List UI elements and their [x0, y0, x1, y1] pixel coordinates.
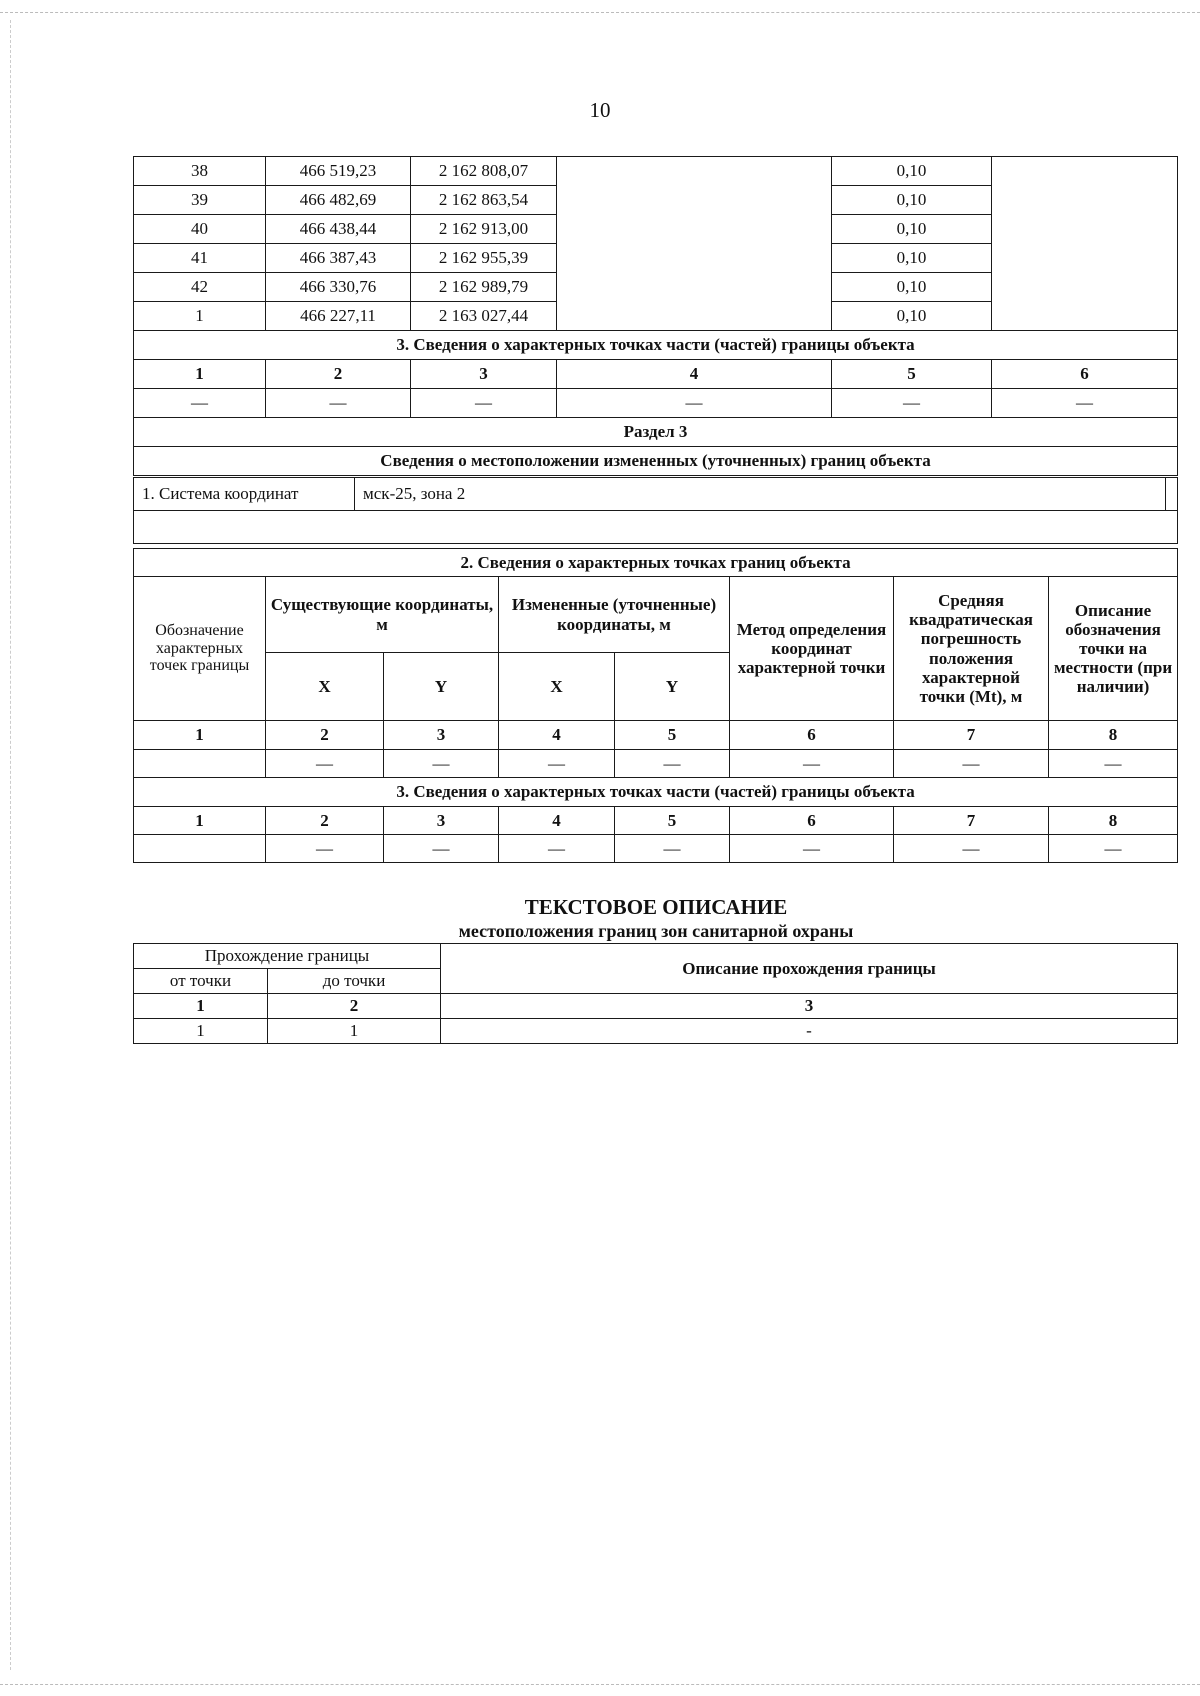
col-number: 1	[134, 721, 266, 750]
mean-error-cell: 0,10	[832, 302, 992, 331]
header-boundary-passage: Прохождение границы	[134, 944, 441, 969]
column-numbers-row	[134, 807, 1178, 835]
col-number: 7	[894, 721, 1049, 750]
x-coordinate-cell: 466 482,69	[266, 186, 411, 215]
dash-cell: —	[832, 389, 992, 418]
table-row	[134, 1019, 1178, 1044]
section-title: Раздел 3	[134, 418, 1178, 447]
x-coordinate-cell: 466 438,44	[266, 215, 411, 244]
col-number: 3	[384, 807, 499, 835]
col-number: 8	[1049, 807, 1178, 835]
text-description-subtitle: местоположения границ зон санитарной охраны	[458, 921, 854, 941]
page-number: 10	[589, 98, 611, 122]
part-points-heading: 3. Сведения о характерных точках части (частей) границы объекта	[134, 778, 1178, 807]
mean-error-cell: 0,10	[832, 186, 992, 215]
mean-error-cell: 0,10	[832, 244, 992, 273]
y-coordinate-cell: 2 162 808,07	[411, 157, 557, 186]
dash-cell: —	[615, 750, 730, 778]
coordinate-system-value: мск-25, зона 2	[355, 478, 1166, 511]
header-x: X	[499, 653, 615, 721]
dash-cell: —	[266, 750, 384, 778]
col-number: 2	[266, 360, 411, 389]
col-number: 5	[615, 807, 730, 835]
column-numbers-row	[134, 360, 1178, 389]
dash-cell	[134, 750, 266, 778]
mean-error-cell: 0,10	[832, 273, 992, 302]
dash-cell: —	[266, 389, 411, 418]
y-coordinate-cell: 2 162 955,39	[411, 244, 557, 273]
header-to-point: до точки	[268, 969, 441, 994]
dash-cell: —	[384, 750, 499, 778]
point-number-cell: 40	[134, 215, 266, 244]
dash-cell: —	[730, 750, 894, 778]
col-number: 2	[266, 807, 384, 835]
point-number-cell: 42	[134, 273, 266, 302]
col-number: 3	[411, 360, 557, 389]
description-cell	[992, 157, 1178, 331]
point-number-cell: 1	[134, 302, 266, 331]
col-number: 4	[557, 360, 832, 389]
dash-cell: —	[266, 835, 384, 863]
dash-cell: —	[499, 750, 615, 778]
x-coordinate-cell: 466 387,43	[266, 244, 411, 273]
col-number: 2	[266, 721, 384, 750]
dash-cell: —	[730, 835, 894, 863]
col-number: 8	[1049, 721, 1178, 750]
col-number: 5	[615, 721, 730, 750]
method-cell	[557, 157, 832, 331]
dash-cell	[134, 835, 266, 863]
col-number: 7	[894, 807, 1049, 835]
scan-edge-top	[0, 12, 1200, 14]
empty-dash-row	[134, 750, 1178, 778]
dash-cell: —	[411, 389, 557, 418]
x-coordinate-cell: 466 227,11	[266, 302, 411, 331]
dash-cell: —	[557, 389, 832, 418]
header-from-point: от точки	[134, 969, 268, 994]
table-row	[134, 157, 1178, 186]
header-existing-coordinates: Существующие координаты, м	[266, 577, 499, 653]
empty-dash-row	[134, 389, 1178, 418]
y-coordinate-cell: 2 162 863,54	[411, 186, 557, 215]
col-number: 4	[499, 721, 615, 750]
coordinate-system-label: 1. Система координат	[134, 478, 355, 511]
header-y: Y	[384, 653, 499, 721]
description-cell: -	[441, 1019, 1178, 1044]
dash-cell: —	[1049, 835, 1178, 863]
from-point-cell: 1	[134, 1019, 268, 1044]
y-coordinate-cell: 2 163 027,44	[411, 302, 557, 331]
header-mean-error: Средняя квадратическая погрешность положения характерной точки (Mt), м	[894, 577, 1049, 721]
point-number-cell: 38	[134, 157, 266, 186]
points-heading: 2. Сведения о характерных точках границ объекта	[134, 549, 1178, 577]
part-points-heading: 3. Сведения о характерных точках части (частей) границы объекта	[134, 331, 1178, 360]
column-numbers-row	[134, 721, 1178, 750]
dash-cell: —	[1049, 750, 1178, 778]
empty-dash-row	[134, 835, 1178, 863]
point-number-cell: 39	[134, 186, 266, 215]
mean-error-cell: 0,10	[832, 157, 992, 186]
x-coordinate-cell: 466 519,23	[266, 157, 411, 186]
boundary-description-table	[133, 943, 1178, 1044]
header-y: Y	[615, 653, 730, 721]
mean-error-cell: 0,10	[832, 215, 992, 244]
blank-row	[134, 511, 1178, 544]
y-coordinate-cell: 2 162 913,00	[411, 215, 557, 244]
scan-edge-left	[10, 20, 12, 1670]
dash-cell: —	[499, 835, 615, 863]
changed-boundary-points-table	[133, 548, 1178, 863]
col-number: 1	[134, 807, 266, 835]
column-numbers-row	[134, 994, 1178, 1019]
text-description-title: ТЕКСТОВОЕ ОПИСАНИЕ	[524, 895, 788, 919]
col-number: 6	[730, 721, 894, 750]
col-number: 1	[134, 360, 266, 389]
dash-cell: —	[134, 389, 266, 418]
header-changed-coordinates: Измененные (уточненные) координаты, м	[499, 577, 730, 653]
dash-cell: —	[992, 389, 1178, 418]
col-number: 3	[384, 721, 499, 750]
dash-cell: —	[384, 835, 499, 863]
col-number: 1	[134, 994, 268, 1019]
header-designation: Обозначение характерных точек границы	[134, 577, 266, 721]
y-coordinate-cell: 2 162 989,79	[411, 273, 557, 302]
col-number: 4	[499, 807, 615, 835]
dash-cell: —	[894, 750, 1049, 778]
section-subtitle: Сведения о местоположении измененных (уточненных) границ объекта	[134, 447, 1178, 476]
header-point-description: Описание обозначения точки на местности (при наличии)	[1049, 577, 1178, 721]
header-method: Метод определения координат характерной точки	[730, 577, 894, 721]
point-number-cell: 41	[134, 244, 266, 273]
col-number: 2	[268, 994, 441, 1019]
to-point-cell: 1	[268, 1019, 441, 1044]
col-number: 6	[992, 360, 1178, 389]
coordinate-system-spacer	[1166, 478, 1178, 511]
col-number: 6	[730, 807, 894, 835]
dash-cell: —	[894, 835, 1049, 863]
dash-cell: —	[615, 835, 730, 863]
col-number: 5	[832, 360, 992, 389]
col-number: 3	[441, 994, 1178, 1019]
coordinates-table-continuation	[133, 156, 1178, 476]
coordinate-system-table	[133, 477, 1178, 544]
scan-edge-bottom	[0, 1684, 1200, 1686]
header-passage-description: Описание прохождения границы	[441, 944, 1178, 994]
header-x: X	[266, 653, 384, 721]
x-coordinate-cell: 466 330,76	[266, 273, 411, 302]
